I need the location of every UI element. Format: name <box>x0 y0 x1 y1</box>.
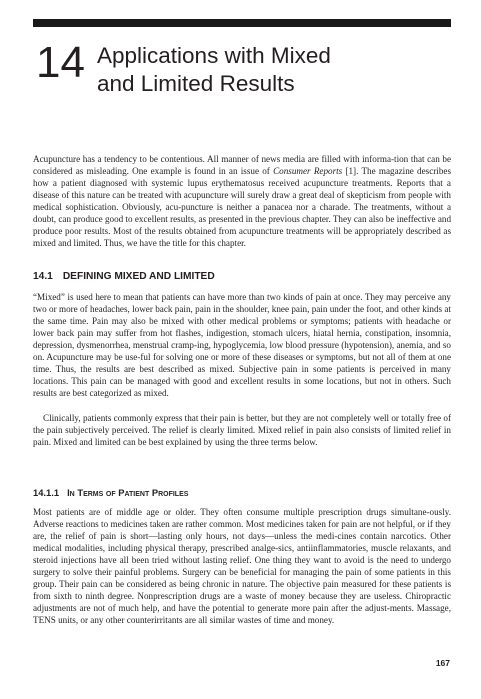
section-heading <box>33 271 215 282</box>
chapter-title <box>97 42 331 98</box>
subsection-paragraph: Most patients are of middle age or older. They often consume multiple prescription drugs simultane-ously. Adverse reactions to medicines taken are rather common. Most medicines taken for pain are not helpful, or if they are, the relief of pain is short—lasting only hours, not days—unless the medi-cines contain narcotics. Other medical modalities, including physical therapy, prescribed analge-sics, antiinflammatories, muscle relaxants, and steroid injections have all been tried without lasting relief. One thing they want to avoid is the need to undergo surgery to solve their painful problems. Surgery can be beneficial for managing the pain of some patients in this group. Their pain can be considered as being chronic in nature. The objective pain measured for these patients is from sixth to ninth degree. Nonprescription drugs are a waste of money because they are useless. Chiropractic adjustments are not of much help, and have the potential to generate more pain after the adjust-ments. Massage, TENS units, or any other counterirritants are all similar wastes of time and money. <box>33 507 451 626</box>
intro-text-b: [1]. The magazine describes how a patient diagnosed with systemic lupus erythematosus received acupuncture treatments. Reports that a disease of this nature can be treated with acupuncture will surely draw a great deal of skepticism from people with medical sophistication. Obviously, acu-puncture is neither a panacea nor a charade. The treatments, without a doubt, can produce good to excellent results, as presented in the previous chapter. They can also be ineffective and produce poor results. Most of the results obtained from acupuncture treatments will be appropriately described as mixed and limited. Thus, we have the title for this chapter. <box>33 166 452 249</box>
subsection-number: 14.1.1 <box>33 487 60 498</box>
intro-paragraph <box>33 153 451 249</box>
chapter-title-line-2: and Limited Results <box>97 71 295 96</box>
page-number: 167 <box>435 658 450 668</box>
subsection-heading <box>33 487 188 498</box>
chapter-number: 14 <box>36 38 85 87</box>
intro-source-title: Consumer Reports <box>273 166 343 177</box>
section-number: 14.1 <box>33 271 53 282</box>
intro-text-a: Acupuncture has a tendency to be contentious. All manner of news media are filled with informa-tion that can be considered as misleading. One example is found in an issue of <box>33 154 451 177</box>
subsection-title: In Terms of Patient Profiles <box>67 487 189 498</box>
chapter-header-bar <box>33 19 451 27</box>
chapter-title-line-1: Applications with Mixed <box>97 43 331 68</box>
section-paragraph-2: Clinically, patients commonly express that their pain is better, but they are not completely well or totally free of the pain subjectively perceived. The relief is clearly limited. Mixed relief in pain also consists of limited relief in pain. Mixed and limited can be best explained by using the three terms below. <box>33 413 451 448</box>
section-paragraph-1: “Mixed” is used here to mean that patients can have more than two kinds of pain at once. They may perceive any two or more of headaches, lower back pain, pain in the shoulder, knee pain, pain under the foot, and other kinds at the same time. Pain may also be mixed with other medical problems or symptoms; patients with headache or lower back pain may suffer from hot flashes, indigestion, stomach ulcers, hiatal hernia, constipation, insomnia, depression, dysmenorrhea, menstrual cramp-ing, hypoglycemia, low blood pressure (hypotension), anemia, and so on. Acupuncture may be use-ful for solving one or more of these diseases or symptoms, but not all of them at one time. Thus, the results are best described as mixed. Subjective pain in some patients is perceived in many locations. This pain can be managed with good and excellent results in some locations, but not in others. Such results are best categorized as mixed. <box>33 292 451 399</box>
section-title: DEFINING MIXED AND LIMITED <box>62 271 215 282</box>
